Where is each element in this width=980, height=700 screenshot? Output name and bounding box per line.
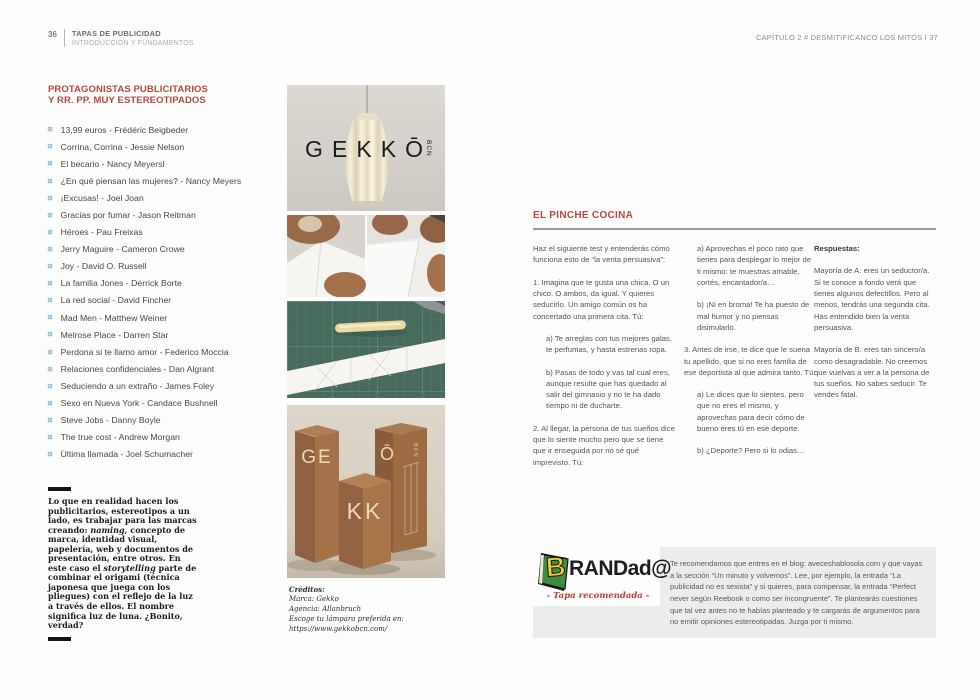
italic-term: naming (90, 524, 125, 535)
book-subtitle: INTRODUCCIÓN Y FUNDAMENTOS (71, 40, 194, 47)
pinwheel-bullet-icon: ❖ (43, 311, 57, 324)
movie-label: Mad Men - Matthew Weiner (60, 312, 168, 323)
lamp-cap (355, 113, 379, 120)
box-letters: GE (301, 447, 333, 468)
pinwheel-bullet-icon: ❖ (43, 225, 57, 239)
section-rule (533, 228, 936, 230)
test-column-3 (814, 243, 938, 412)
box-letters: Ō (379, 444, 395, 464)
lamp-photo (287, 85, 445, 211)
answer-paragraph: Mayoría de A: eres un seductor/a. Si te conoce a fondo verá que tienes algunos defectillos. Pero al menos, tendrás una segunda cita. Has entendido bien la venta persuasiva. (814, 266, 930, 332)
book-icon (538, 550, 572, 592)
list-item (43, 241, 241, 258)
brandad-body-text: Te recomendamos que entres en el blog: aveceshablosola.com y que vayas a la sección “Un minuto y volvemos”. Lee, por ejemplo, la entrada “La publicidad no es sexista” y si quieres, para compensar, la entrada “Perfect never según Reebook o como ser incongruente”. Te plantearás cuestiones que tal vez antes no te habías planteado y te cargarás de argumentos para no emitir opiniones estereotipadas. Juzga por ti mismo. (670, 559, 923, 627)
test-paragraph: 3. Antes de irse, te dice que le suena tu apellido, que si no eres familia de ese deportista al que admira tanto. Tú: (684, 345, 816, 377)
list-item (43, 292, 241, 309)
brandad-logo-plate (533, 547, 672, 606)
brandad-logo (538, 550, 671, 592)
photo-credits (289, 585, 404, 635)
movie-label: ¿En qué piensan las mujeres? - Nancy Meyers (60, 175, 242, 186)
box-letters: KK (346, 498, 384, 524)
test-column-2 (684, 243, 816, 468)
running-header-left (48, 29, 194, 47)
movie-label: Melrose Place - Darren Star (60, 329, 169, 340)
section-heading-left: PROTAGONISTAS PUBLICITARIOS Y RR. PP. MUY ESTEREOTIPADOS (48, 84, 208, 107)
test-paragraph: Haz el siguiente test y entenderás cómo funciona esto de “la venta persuasiva”: (533, 244, 670, 265)
list-item (43, 309, 241, 326)
test-paragraph: 2. Al llegar, la persona de tus sueños dice que lo siente mucho pero que se tiene que ir enseguida por no sé qué imprevisto. Tú: (533, 423, 675, 467)
logo-wordmark: RANDad@ (569, 557, 672, 580)
list-item (43, 224, 241, 241)
list-item (43, 121, 241, 138)
list-item (43, 377, 241, 394)
test-paragraph: 1. Imagina que te gusta una chica. O un chico. O ambos, da igual. Y quieres seducirlo. Un amigo común os ha concertado una primera cita. Tú: (533, 277, 670, 321)
movie-list (43, 121, 242, 463)
list-item (43, 326, 241, 343)
test-paragraph: b) ¡Ni en broma! Te ha puesto de mal humor y no piensas disimularlo. (697, 300, 810, 332)
credits-line[interactable]: Marca: Gekko (289, 594, 339, 603)
list-item (43, 360, 241, 377)
thumbnail (298, 216, 322, 232)
paper-folding-photos (287, 215, 445, 297)
credits-lines (289, 595, 404, 635)
lamp-brand-sub: BCN (425, 140, 432, 157)
test-paragraph: b) Pasas de todo y vas tal cual eres, aunque resulte que has quedado al salir del gimnasio y no te ha dado tiempo ni de ducharte. (546, 367, 670, 411)
pinwheel-bullet-icon: ❖ (43, 242, 57, 256)
movie-label: Steve Jobs - Danny Boyle (60, 415, 161, 426)
list-item (43, 189, 241, 206)
box-letters-sub: BCN (412, 443, 418, 458)
list-item (43, 446, 241, 463)
list-item (43, 155, 241, 172)
credits-line[interactable]: https://www.gekkobcn.com/ (289, 624, 388, 633)
pinwheel-bullet-icon: ❖ (43, 123, 57, 136)
brandad-panel (533, 547, 936, 638)
movie-label: 13,99 euros - Frédéric Beigbeder (60, 124, 189, 135)
pinwheel-bullet-icon: ❖ (43, 259, 57, 273)
test-column-1 (533, 243, 676, 479)
packaging-photo (287, 405, 445, 578)
pinwheel-bullet-icon: ❖ (43, 430, 57, 444)
logo-letter-b: B (544, 551, 567, 583)
list-item (43, 343, 241, 360)
pinwheel-bullet-icon: ❖ (43, 362, 57, 375)
movie-label: La familia Jones - Derrick Borte (60, 278, 182, 289)
rule-top (48, 487, 71, 491)
movie-label: Perdona si te llamo amor - Federico Moccia (60, 346, 229, 357)
tapa-recomendada-tagline: - Tapa recomendada - (546, 591, 650, 601)
list-item (43, 412, 241, 429)
list-item (43, 395, 241, 412)
test-paragraph: a) Aprovechas el poco rato que tienes para desplegar lo mejor de ti mismo: te muestras amable, cortés, encantador/a… (697, 244, 812, 287)
movie-label: Joy - David O. Russell (60, 261, 147, 272)
pinwheel-bullet-icon: ❖ (43, 413, 57, 427)
book-title: TAPAS DE PUBLICIDAD (71, 29, 161, 38)
list-item (43, 275, 241, 292)
cutting-mat-photo (287, 301, 445, 398)
credits-line[interactable]: Agencia: Allanbruch (289, 604, 362, 613)
movie-label: Jerry Maguire - Cameron Crowe (60, 244, 185, 255)
pinwheel-bullet-icon: ❖ (43, 345, 57, 358)
pinwheel-bullet-icon: ❖ (43, 447, 57, 461)
answers-heading: Respuestas: (814, 244, 860, 253)
movie-label: ¡Excusas! - Joel Joan (60, 192, 144, 203)
pinwheel-bullet-icon: ❖ (43, 328, 57, 341)
lamp-brand-wordmark: GEKKŌ (305, 136, 427, 162)
list-item (43, 206, 241, 223)
list-item (43, 258, 241, 275)
test-paragraph: b) ¿Deporte? Pero si lo odias… (697, 446, 805, 456)
list-item (43, 138, 241, 155)
movie-label: Seduciendo a un extraño - James Foley (60, 380, 215, 391)
page-number-left: 36 (48, 30, 57, 39)
pinwheel-bullet-icon: ❖ (43, 276, 57, 290)
pinwheel-bullet-icon: ❖ (43, 208, 57, 222)
pinwheel-bullet-icon: ❖ (43, 379, 57, 393)
box-left (295, 425, 339, 563)
movie-label: La red social - David Fincher (60, 295, 172, 306)
fingertip (324, 272, 366, 297)
list-item (43, 172, 242, 189)
pinwheel-bullet-icon: ❖ (43, 294, 57, 307)
movie-label: El becario - Nancy Meyersl (60, 158, 165, 169)
pinwheel-bullet-icon: ❖ (43, 157, 57, 170)
editor-note (48, 487, 199, 641)
italic-term: storytelling (103, 562, 156, 573)
movie-label: Última llamada - Joel Schumacher (60, 449, 193, 460)
rule-bottom (48, 637, 71, 641)
movie-label: Relaciones confidenciales - Dan Algrant (60, 363, 215, 374)
test-paragraph: a) Le dices que lo sientes, pero que no eres el mismo, y aprovechas para decir cómo de bueno eres tú en ese deporte. (697, 390, 805, 434)
pinwheel-bullet-icon: ❖ (43, 174, 57, 187)
header-divider (64, 29, 65, 47)
running-header-right: CAPÍTULO 2 # DESMITIFICANCO LOS MITOS I 37 (755, 33, 938, 42)
movie-label: Héroes - Pau Freixas (60, 227, 143, 238)
movie-label: Gracias por fumar - Jason Reitman (60, 210, 196, 221)
pinwheel-bullet-icon: ❖ (43, 140, 57, 153)
list-item (43, 429, 241, 446)
credits-line[interactable]: Escoge tu lámpara preferida en: (289, 614, 404, 623)
section-heading-right: EL PINCHE COCINA (533, 210, 634, 221)
test-paragraph: a) Te arreglas con tus mejores galas, te perfumas, y hasta estrenas ropa. (546, 333, 672, 355)
box-middle (339, 473, 391, 569)
pinwheel-bullet-icon: ❖ (43, 396, 57, 410)
movie-label: The true cost - Andrew Morgan (60, 432, 180, 443)
answer-paragraph: Mayoría de B: eres tan sincero/a como desagradable. No creemos que vuelvas a ver a la persona de tus sueños. No sabes seducir. Te vendes fatal. (814, 345, 930, 400)
movie-label: Corrina, Corrina - Jessie Nelson (60, 141, 185, 152)
answers-paragraphs (814, 265, 938, 400)
credits-title: Créditos: (289, 585, 325, 594)
pinwheel-bullet-icon: ❖ (43, 191, 57, 204)
note-text: Lo que en realidad hacen los publicitarios, estereotipos a un lado, es trabajar para las marcas creando: naming, concepto de marca, identidad visual, papelería, web y documentos de presentación, entre otros. En este caso el storytelling parte de combinar el origami (técnica japonesa que juega con los pliegues) con el reflejo de la luz a través de ellos. El nombre significa luz de luna. ¿Bonito, verdad? (48, 496, 197, 631)
movie-label: Sexo en Nueva York - Candace Bushnell (60, 398, 218, 409)
